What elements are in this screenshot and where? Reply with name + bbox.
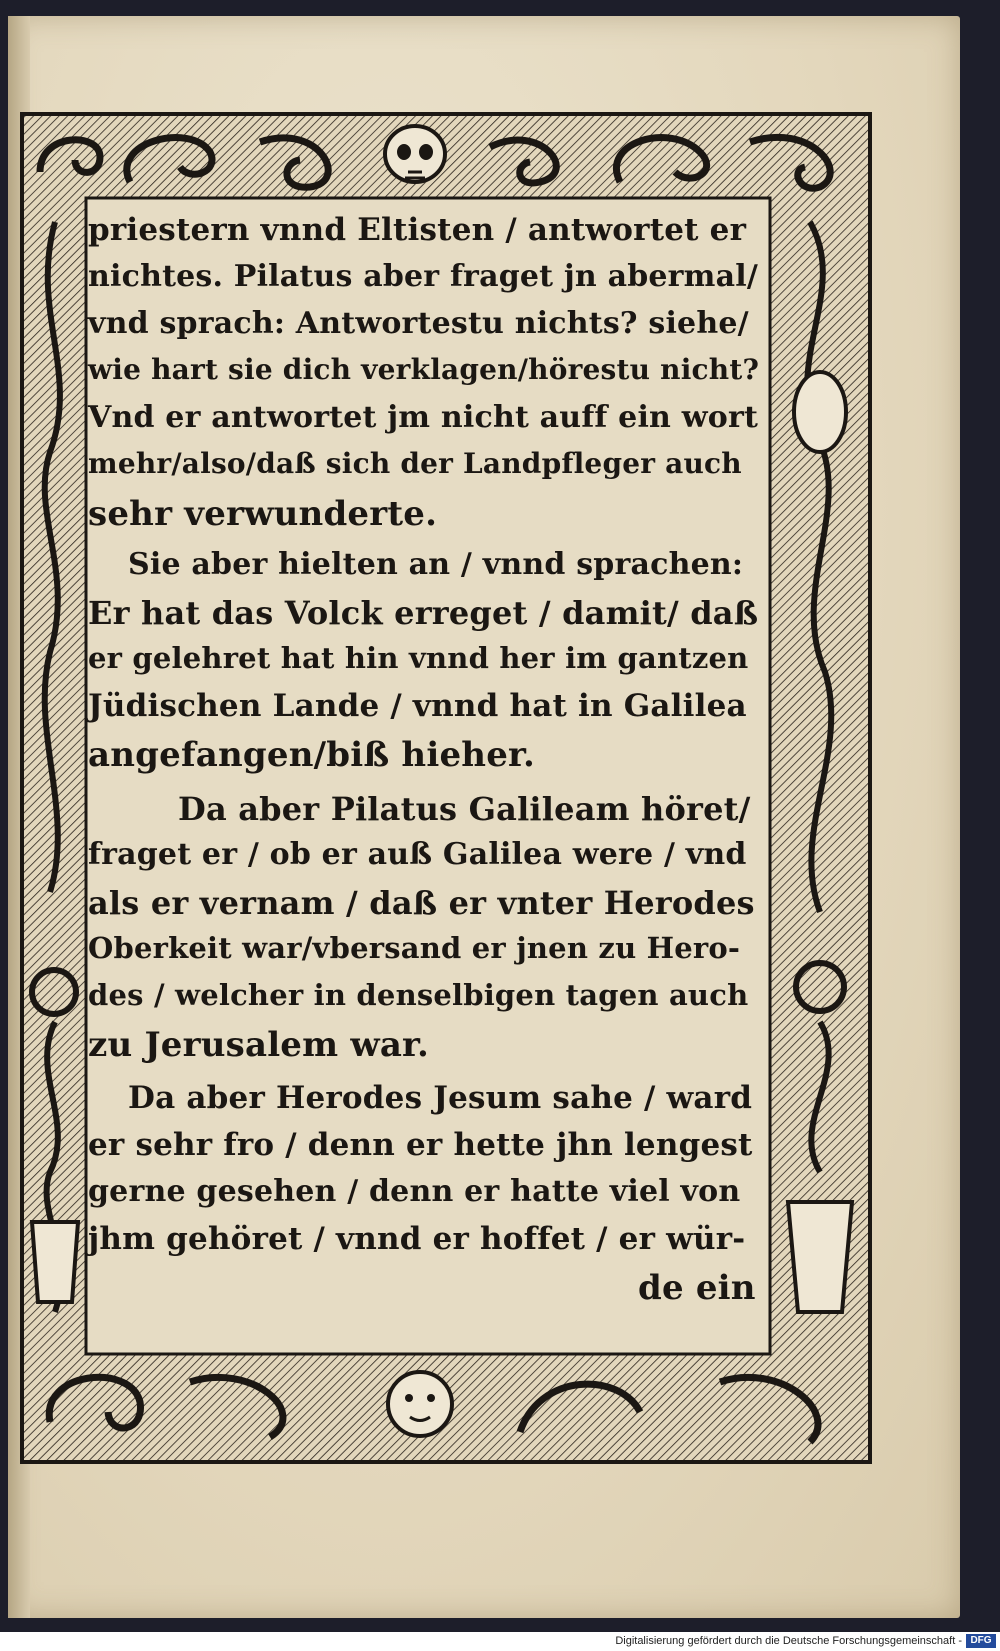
text-line: Er hat das Volck erreget / damit/ daß bbox=[88, 594, 759, 632]
footer-credit: Digitalisierung gefördert durch die Deutsche Forschungsgemeinschaft - bbox=[615, 1635, 962, 1647]
text-line: mehr/also/daß sich der Landpfleger auch bbox=[88, 447, 742, 480]
text-line: Oberkeit war/vbersand er jnen zu Hero- bbox=[88, 931, 741, 965]
text-line: Da aber Herodes Jesum sahe / ward bbox=[128, 1080, 753, 1116]
text-line: Sie aber hielten an / vnnd sprachen: bbox=[128, 547, 744, 582]
text-line: des / welcher in denselbigen tagen auch bbox=[88, 978, 749, 1012]
catchword: de ein bbox=[638, 1268, 756, 1308]
text-line: Jüdischen Lande / vnnd hat in Galilea bbox=[88, 688, 747, 724]
text-line: zu Jerusalem war. bbox=[88, 1025, 430, 1065]
text-line: angefangen/biß hieher. bbox=[88, 735, 536, 775]
dfg-logo: DFG bbox=[966, 1634, 996, 1648]
text-line: jhm gehöret / vnnd er hoffet / er wür- bbox=[88, 1221, 746, 1257]
text-line: er gelehret hat hin vnnd her im gantzen bbox=[88, 641, 749, 675]
text-line: vnd sprach: Antwortestu nichts? siehe/ bbox=[88, 306, 749, 341]
text-line: er sehr fro / denn er hette jhn lengest bbox=[88, 1127, 753, 1163]
text-line: wie hart sie dich verklagen/hörestu nicht? bbox=[88, 353, 760, 386]
text-line: als er vernam / daß er vnter Herodes bbox=[88, 884, 755, 922]
text-line: sehr verwunderte. bbox=[88, 494, 438, 534]
text-line: fraget er / ob er auß Galilea were / vnd bbox=[88, 837, 747, 872]
text-line: nichtes. Pilatus aber fraget jn abermal/ bbox=[88, 259, 759, 294]
text-line: priestern vnnd Eltisten / antwortet er bbox=[88, 212, 747, 248]
text-line: Vnd er antwortet jm nicht auff ein wort bbox=[88, 400, 759, 435]
text-line: Da aber Pilatus Galileam höret/ bbox=[178, 790, 751, 828]
text-line: gerne gesehen / denn er hatte viel von bbox=[88, 1174, 741, 1209]
